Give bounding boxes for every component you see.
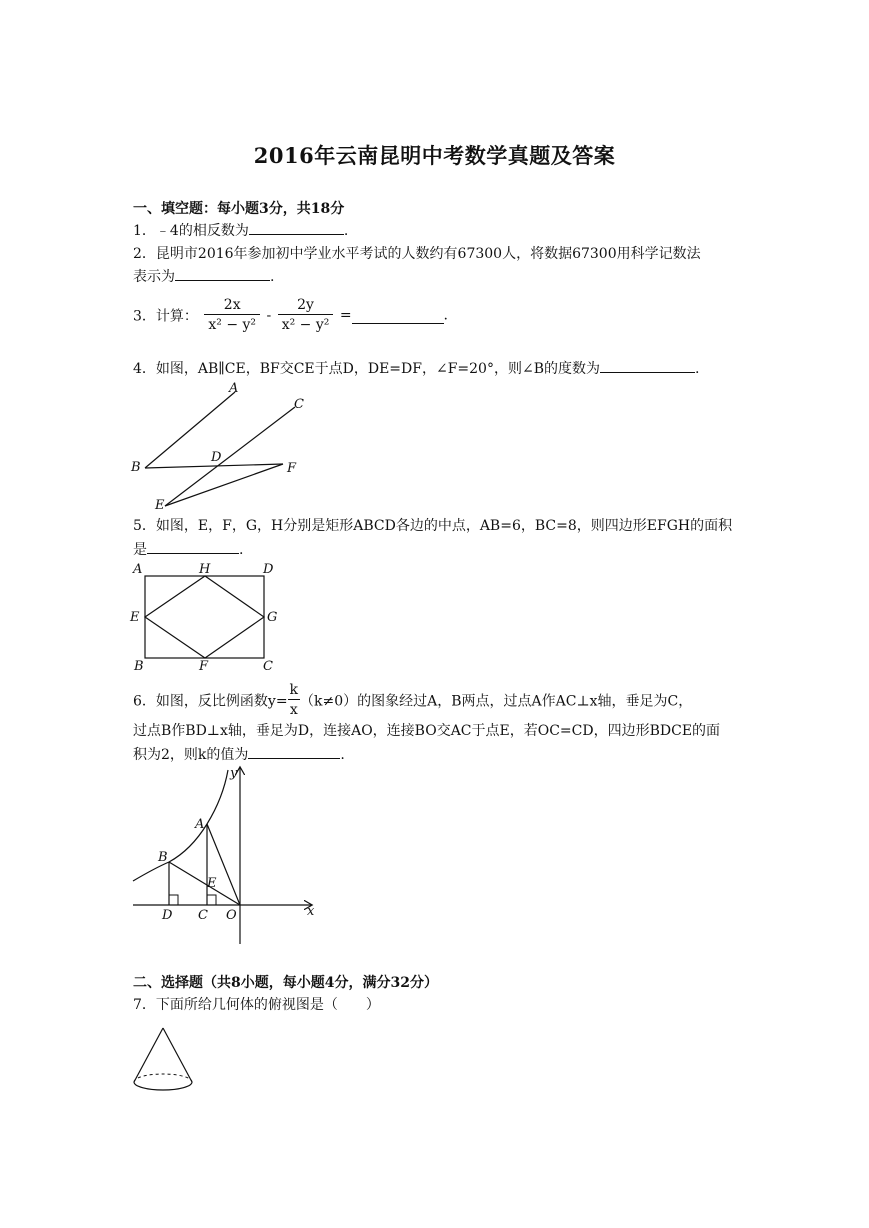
- section-1-heading: 一、填空题：每小题3分，共18分: [133, 201, 345, 217]
- label-A: A: [195, 817, 205, 832]
- question-4-end: .: [694, 361, 700, 377]
- label-D: D: [211, 450, 222, 465]
- right-angle-mark-D: [169, 895, 178, 905]
- question-5-line1: 5．如图，E，F，G，H分别是矩形ABCD各边的中点，AB=6，BC=8，则四边形EFGH的面积: [133, 518, 733, 534]
- question-4-text: 4．如图，AB∥CE，BF交CE于点D，DE=DF，∠F=20°，则∠B的度数为: [133, 361, 600, 377]
- figure-q7-cone: [125, 1022, 205, 1102]
- label-H: H: [199, 562, 211, 577]
- equals-sign: =: [339, 307, 352, 324]
- question-1: [133, 219, 348, 242]
- fraction-2: [278, 296, 334, 335]
- question-1-text: 1．﹣4的相反数为: [133, 223, 249, 239]
- figure-q5: [125, 558, 285, 673]
- fraction-2-denominator: x² − y²: [281, 317, 330, 333]
- quadrilateral-EFGH: [145, 576, 264, 658]
- fraction-1: [204, 296, 260, 335]
- question-3-end: .: [443, 307, 448, 324]
- fraction-k-numerator: k: [289, 682, 299, 698]
- question-7: 7．下面所给几何体的俯视图是（ ）: [133, 997, 380, 1013]
- question-6-rest: （k≠0）的图象经过A，B两点，过点A作AC⊥x轴，垂足为C，: [300, 693, 693, 710]
- question-4: [133, 357, 699, 380]
- label-B: B: [134, 659, 144, 673]
- cone-base-front: [134, 1082, 192, 1090]
- hyperbola-curve: [133, 770, 228, 881]
- label-F: F: [199, 659, 209, 673]
- label-E: E: [130, 610, 140, 625]
- rectangle-ABCD: [145, 576, 264, 658]
- label-C: C: [198, 908, 208, 923]
- label-D: D: [263, 562, 274, 577]
- cone-right-edge: [163, 1028, 192, 1082]
- figure-q6: [125, 762, 325, 947]
- question-6-prefix-2: 积为2，则k的值为: [133, 747, 249, 763]
- question-3: [133, 296, 448, 335]
- answer-blank-1[interactable]: [249, 219, 344, 235]
- section-2-heading: 二、选择题（共8小题，每小题4分，满分32分）: [133, 975, 438, 991]
- question-6-line1: [133, 681, 692, 720]
- question-5-prefix: 是: [133, 542, 147, 558]
- answer-blank-6[interactable]: [248, 743, 340, 759]
- question-5-end: .: [239, 542, 244, 558]
- label-B: B: [131, 460, 141, 475]
- line-EF: [165, 464, 283, 506]
- fraction-k-over-x: [288, 681, 300, 720]
- answer-blank-5[interactable]: [147, 538, 239, 554]
- label-x: x: [307, 904, 315, 919]
- label-y: y: [230, 766, 238, 781]
- answer-blank-4[interactable]: [600, 357, 695, 373]
- question-3-prefix: 3．计算：: [133, 308, 198, 325]
- answer-blank-3[interactable]: [352, 308, 444, 324]
- label-F: F: [287, 461, 297, 476]
- label-D: D: [162, 908, 173, 923]
- question-2-prefix: 表示为: [133, 269, 175, 285]
- label-C: C: [263, 659, 273, 673]
- label-C: C: [294, 397, 304, 412]
- answer-blank-2[interactable]: [175, 265, 270, 281]
- fraction-1-denominator: x² − y²: [208, 317, 257, 333]
- cone-base-back: [134, 1074, 192, 1082]
- label-E: E: [207, 876, 217, 891]
- question-6-end: .: [340, 747, 345, 763]
- label-A: A: [133, 562, 143, 577]
- line-EC: [165, 407, 295, 506]
- question-2-line2: [133, 265, 274, 288]
- question-2-end: .: [270, 269, 275, 285]
- segment-BO: [169, 862, 240, 905]
- fraction-x-denominator: x: [289, 702, 298, 718]
- label-G: G: [267, 610, 278, 625]
- question-6-prefix: 6．如图，反比例函数y=: [133, 693, 288, 710]
- line-AB: [145, 392, 235, 468]
- fraction-2-numerator: 2y: [278, 296, 334, 315]
- page-title: 2016年云南昆明中考数学真题及答案: [253, 143, 616, 168]
- figure-q4: [125, 378, 325, 513]
- label-A: A: [229, 381, 239, 396]
- label-E: E: [155, 498, 165, 513]
- question-1-end: .: [343, 223, 349, 239]
- question-2-line1: 2．昆明市2016年参加初中学业水平考试的人数约有67300人，将数据67300用科学记数法: [133, 246, 701, 262]
- label-O: O: [226, 908, 237, 923]
- fraction-1-numerator: 2x: [204, 296, 260, 315]
- segment-AO: [207, 824, 240, 905]
- question-6-line2: 过点B作BD⊥x轴，垂足为D，连接AO，连接BO交AC于点E，若OC=CD，四边形BDCE的面: [133, 723, 721, 739]
- minus-sign: -: [266, 307, 272, 324]
- label-B: B: [158, 850, 168, 865]
- right-angle-mark-C: [207, 895, 216, 905]
